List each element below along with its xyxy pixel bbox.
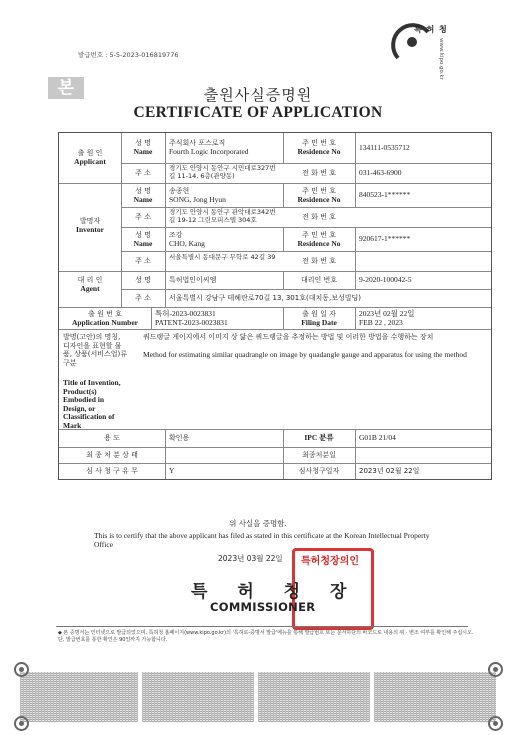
inventor-2-name-label: 성 명 Name: [133, 231, 153, 248]
applicant-address: 경기도 안양시 동안구 시민대로327번길 11-14, 6층(관양동): [169, 164, 276, 180]
application-number: 특허-2023-0023831 PATENT-2023-0023831: [155, 309, 228, 327]
office-name-english: COMMISSIONER: [210, 600, 316, 614]
issue-number: 발급번호 : 5-5-2023-016819776: [78, 51, 179, 59]
inventor-1-address-label: 주 소: [135, 213, 151, 221]
barcode-1: [20, 672, 138, 722]
invention-title-english: Method for estimating similar quadrangle on image by quadangle gauge and apparatus for using the method: [143, 350, 467, 359]
inventor-2-res-no: 920617-1******: [359, 234, 411, 243]
agent-code-label: 대리인 번호: [300, 276, 338, 284]
certify-statement-korean: 위 사실을 증명함.: [229, 519, 287, 528]
agent-name-label: 성 명: [135, 276, 151, 284]
barcode-4: [374, 672, 496, 722]
applicant-tel: 031-463-6900: [359, 168, 402, 177]
certify-statement-english: This is to certify that the above applicant has filed as stated in this certificate at the Korean Intellectual Property Office: [94, 531, 430, 549]
target-mark-icon: [14, 716, 29, 731]
inventor-1-name: 송종현 SONG, Jong Hyun: [169, 187, 226, 204]
kipo-logo-text: 특 허 청: [414, 25, 448, 34]
usage-label: 용 도: [104, 434, 120, 442]
barcode-3: [258, 672, 370, 722]
examination-label: 심 사 청 구 유 무: [86, 467, 138, 475]
inventor-1-name-label: 성 명 Name: [133, 187, 153, 204]
applicant-address-label: 주 소: [135, 169, 151, 177]
agent-address: 서울특별시 강남구 테헤란로70길 13, 301호(대치동,보성빌딩): [169, 294, 361, 302]
target-mark-icon: [488, 662, 503, 677]
applicant-section-label: 출 원 인 Applicant: [74, 149, 106, 166]
certification-date: 2023년 03월 22일: [218, 554, 283, 563]
filing-date: 2023년 02월 22일 FEB 22 , 2023: [359, 309, 415, 327]
official-seal-text: 특허청장의인: [301, 556, 359, 567]
filing-date-label: 출 원 일 자 Filing Date: [301, 310, 337, 327]
target-mark-icon: [488, 716, 503, 731]
inventor-1-res-label: 주 민 번 호 Residence No: [297, 187, 341, 204]
agent-section-label: 대 리 인 Agent: [77, 276, 103, 293]
side-url: www.kipo.go.kr: [438, 38, 444, 80]
inventor-1-address: 경기도 안양시 동안구 관악대로342번길 19-12 그린모피스텔 304호: [169, 208, 276, 224]
footer-divider: [56, 626, 468, 627]
examination-date: 2023년 02월 22일: [359, 467, 420, 475]
copy-stamp: 본: [48, 77, 84, 99]
inventor-2-name: 조강 CHO, Kang: [169, 231, 205, 248]
disposition-label: 최 종 처 분 상 태: [86, 451, 138, 459]
agent-address-label: 주 소: [135, 294, 151, 302]
title-korean: 출원사실증명원: [203, 86, 313, 104]
invention-title-korean: 쿼드랭글 게이지에서 이미지 상 닮은 쿼드랭글을 추정하는 방법 및 이러한 방법을 수행하는 장치: [143, 333, 434, 341]
applicant-name: 주식회사 포스로직 Fourth Logic Incorporated: [169, 139, 249, 156]
inventor-1-tel-label: 전 화 번 호: [302, 213, 336, 221]
barcode-2: [142, 672, 254, 722]
examination-date-label: 심사청구일자: [298, 467, 340, 475]
inventor-2-res-label: 주 민 번 호 Residence No: [297, 231, 341, 248]
footnote: ◆ 본 증명서는 인터넷으로 발급되었으며, 특허청 홈페이지(www.kipo.go.kr)의 '특허로-증명서 발급'메뉴를 통해 발급번호 또는 문서하단의 바코드로 내용의 위 · 변조 여부를 확인해 주십시오. 단, 발급번호를 통한 확인은 90일까지 가능합니다.: [58, 630, 474, 643]
inventor-section-label: 발명자 Inventor: [76, 217, 104, 234]
agent-code: 9-2020-100042-5: [359, 275, 412, 284]
title-english: CERTIFICATE OF APPLICATION: [133, 104, 383, 121]
examination-value: Y: [169, 466, 175, 475]
certificate-table: [58, 132, 492, 480]
disposition-date-label: 최종처분일: [302, 451, 336, 459]
invention-label-english: Title of Invention, Product(s) Embodied in Design, or Classification of Mark: [63, 378, 121, 430]
office-name-korean: 특 허 청 장: [191, 582, 359, 602]
invention-label-korean: 발명(고안)의 명칭, 디자인을 표현할 물품, 상품(서비스업)류 구분: [63, 333, 128, 367]
inventor-2-address-label: 주 소: [135, 257, 151, 265]
application-number-label: 출 원 번 호 Application Number: [71, 310, 139, 327]
applicant-name-label: 성 명 Name: [133, 139, 153, 156]
target-mark-icon: [14, 662, 29, 677]
inventor-2-tel-label: 전 화 번 호: [302, 257, 336, 265]
ipc-label: IPC 분류: [304, 433, 334, 442]
inventor-1-res-no: 840523-1******: [359, 190, 411, 199]
applicant-tel-label: 전 화 번 호: [302, 169, 336, 177]
usage-value: 확인용: [169, 434, 190, 442]
inventor-2-address: 서울특별시 동대문구 무학로 42길 39: [169, 253, 276, 261]
applicant-res-no: 134111-0535712: [359, 143, 410, 152]
applicant-res-label: 주 민 번 호 Residence No: [297, 139, 341, 156]
ipc-value: G01B 21/04: [359, 433, 396, 442]
agent-name: 특허법인이씨엠: [169, 276, 217, 284]
